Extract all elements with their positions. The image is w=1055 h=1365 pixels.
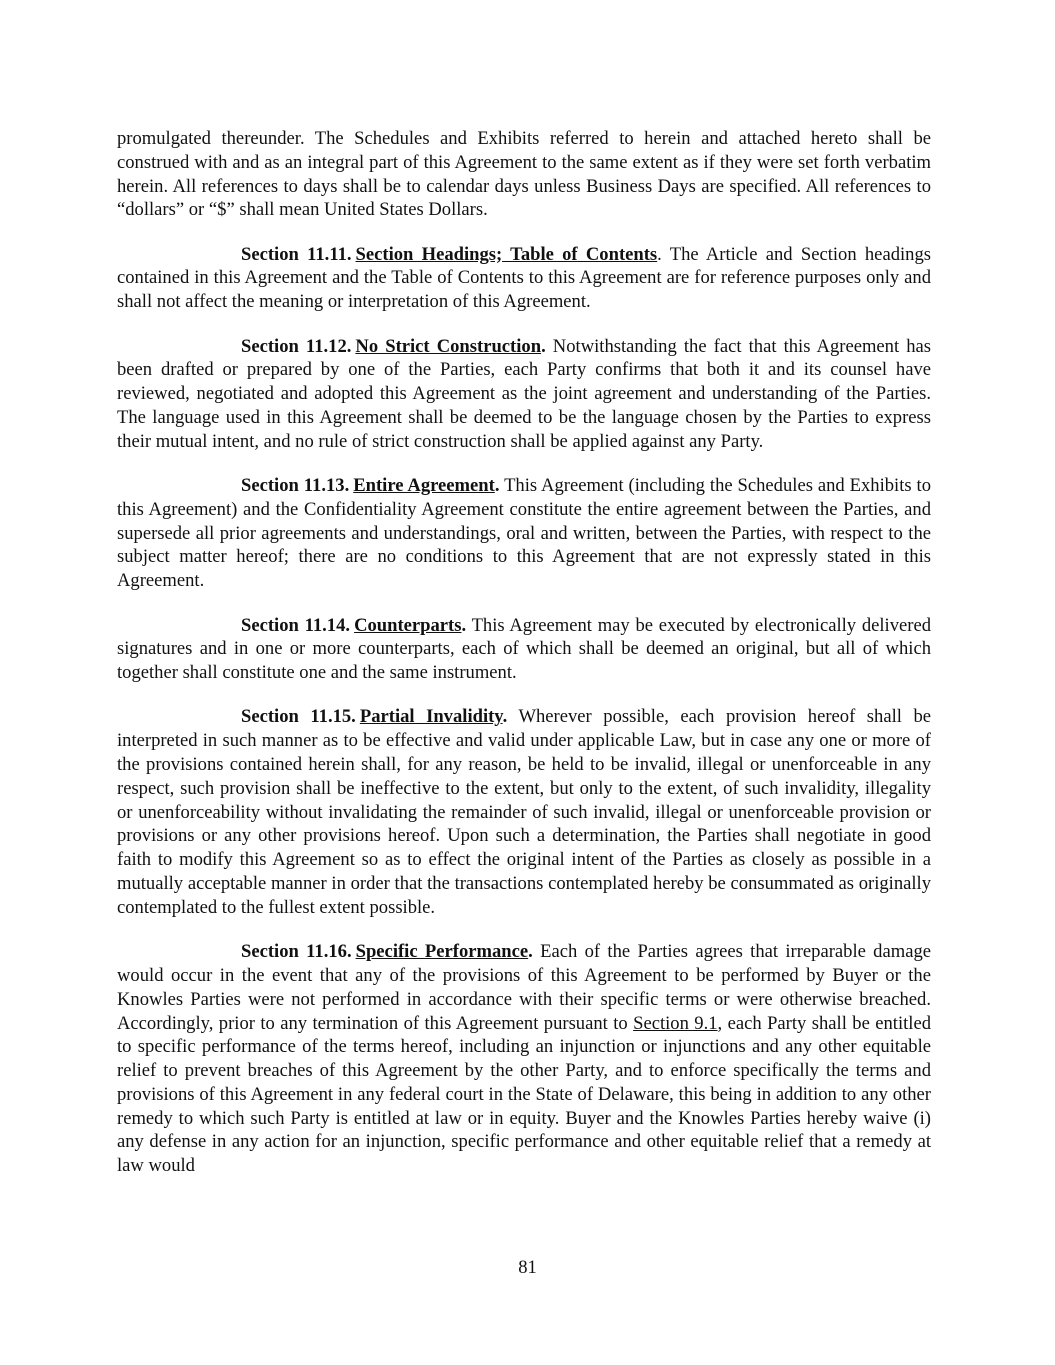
section-title: Entire Agreement bbox=[353, 475, 495, 497]
section-title: Specific Performance bbox=[355, 941, 529, 963]
section-body: Each of the Parties agrees that irreparable damage would occur in the event that any of the provisions of this Agreement to be performed by Buyer or the Knowles Parties were not performed in accordance with their specific terms or were otherwise breached. Accordingly, prior to any termination of this Agreement pursuant to bbox=[117, 941, 932, 1034]
section-punct: . bbox=[494, 475, 500, 497]
section-punct: . bbox=[541, 335, 546, 357]
section-number: Section 11.13. bbox=[241, 475, 350, 497]
section-body: Notwithstanding the fact that this Agreement has been drafted or prepared by one of the Parties, each Party confirms that both it and its counsel have reviewed, negotiated and adopted this Agreement as the joint agreement and understanding of the Parties. The language used in this Agreement shall be deemed to be the language chosen by the Parties to express their mutual intent, and no rule of strict construction shall be applied against any Party. bbox=[117, 335, 932, 452]
section-body: The Article and Section headings contained in this Agreement and the Table of Contents to this Agreement are for reference purposes only and shall not affect the meaning or interpretation of this Agreement. bbox=[117, 243, 931, 313]
section-11-12 bbox=[117, 335, 931, 454]
document-body bbox=[117, 127, 931, 1199]
section-reference-link[interactable]: Section 9.1 bbox=[633, 1012, 718, 1034]
section-11-11 bbox=[117, 243, 931, 314]
section-punct: . bbox=[657, 243, 662, 265]
section-11-14 bbox=[117, 614, 931, 685]
section-title: Counterparts bbox=[354, 614, 462, 636]
section-title: No Strict Construction bbox=[355, 335, 542, 357]
section-number: Section 11.14. bbox=[241, 614, 351, 636]
section-title: Partial Invalidity bbox=[359, 706, 503, 728]
section-title: Section Headings; Table of Contents bbox=[355, 243, 658, 265]
section-body-continued: , each Party shall be entitled to specific performance of the terms hereof, including an injunction or injunctions and any other equitable relief to prevent breaches of this Agreement by the other Party, and to enforce specifically the terms and provisions of this Agreement in any federal court in the State of Delaware, this being in addition to any other remedy to which such Party is entitled at law or in equity. Buyer and the Knowles Parties hereby waive (i) any defense in any action for an injunction, specific performance and other equitable relief that a remedy at law would bbox=[117, 1012, 931, 1177]
section-number: Section 11.15. bbox=[241, 706, 356, 728]
section-number: Section 11.11. bbox=[241, 243, 352, 265]
section-number: Section 11.12. bbox=[241, 335, 352, 357]
section-11-13 bbox=[117, 474, 931, 593]
section-body: This Agreement may be executed by electronically delivered signatures and in one or more counterparts, each of which shall be deemed an original, but all of which together shall constitute one and the same instrument. bbox=[117, 614, 932, 684]
section-body: This Agreement (including the Schedules and Exhibits to this Agreement) and the Confidentiality Agreement constitute the entire agreement between the Parties, and supersede all prior agreements and understandings, oral and written, between the Parties, with respect to the subject matter hereof; there are no conditions to this Agreement that are not expressly stated in this Agreement. bbox=[117, 475, 931, 592]
page-number: 81 bbox=[518, 1257, 537, 1278]
section-11-15 bbox=[117, 705, 931, 919]
intro-paragraph: promulgated thereunder. The Schedules and Exhibits referred to herein and attached hereto shall be construed with and as an integral part of this Agreement to the same extent as if they were set forth verbatim herein. All references to days shall be to calendar days unless Business Days are specified. All references to “dollars” or “$” shall mean United States Dollars. bbox=[117, 128, 931, 221]
section-11-16 bbox=[117, 940, 931, 1178]
section-punct: . bbox=[528, 941, 533, 963]
section-punct: . bbox=[461, 614, 467, 636]
section-punct: . bbox=[502, 706, 508, 728]
section-body: Wherever possible, each provision hereof shall be interpreted in such manner as to be effective and valid under applicable Law, but in case any one or more of the provisions contained herein shall, for any reason, be held to be invalid, illegal or unenforceable in any respect, such provision shall be ineffective to the extent, but only to the extent, of such invalidity, illegality or unenforceability without invalidating the remainder of such invalid, illegal or unenforceable provision or provisions or any other provisions hereof. Upon such a determination, the Parties shall negotiate in good faith to modify this Agreement so as to effect the original intent of the Parties as closely as possible in a mutually acceptable manner in order that the transactions contemplated hereby be consummated as originally contemplated to the fullest extent possible. bbox=[117, 706, 931, 918]
section-number: Section 11.16. bbox=[241, 941, 352, 963]
